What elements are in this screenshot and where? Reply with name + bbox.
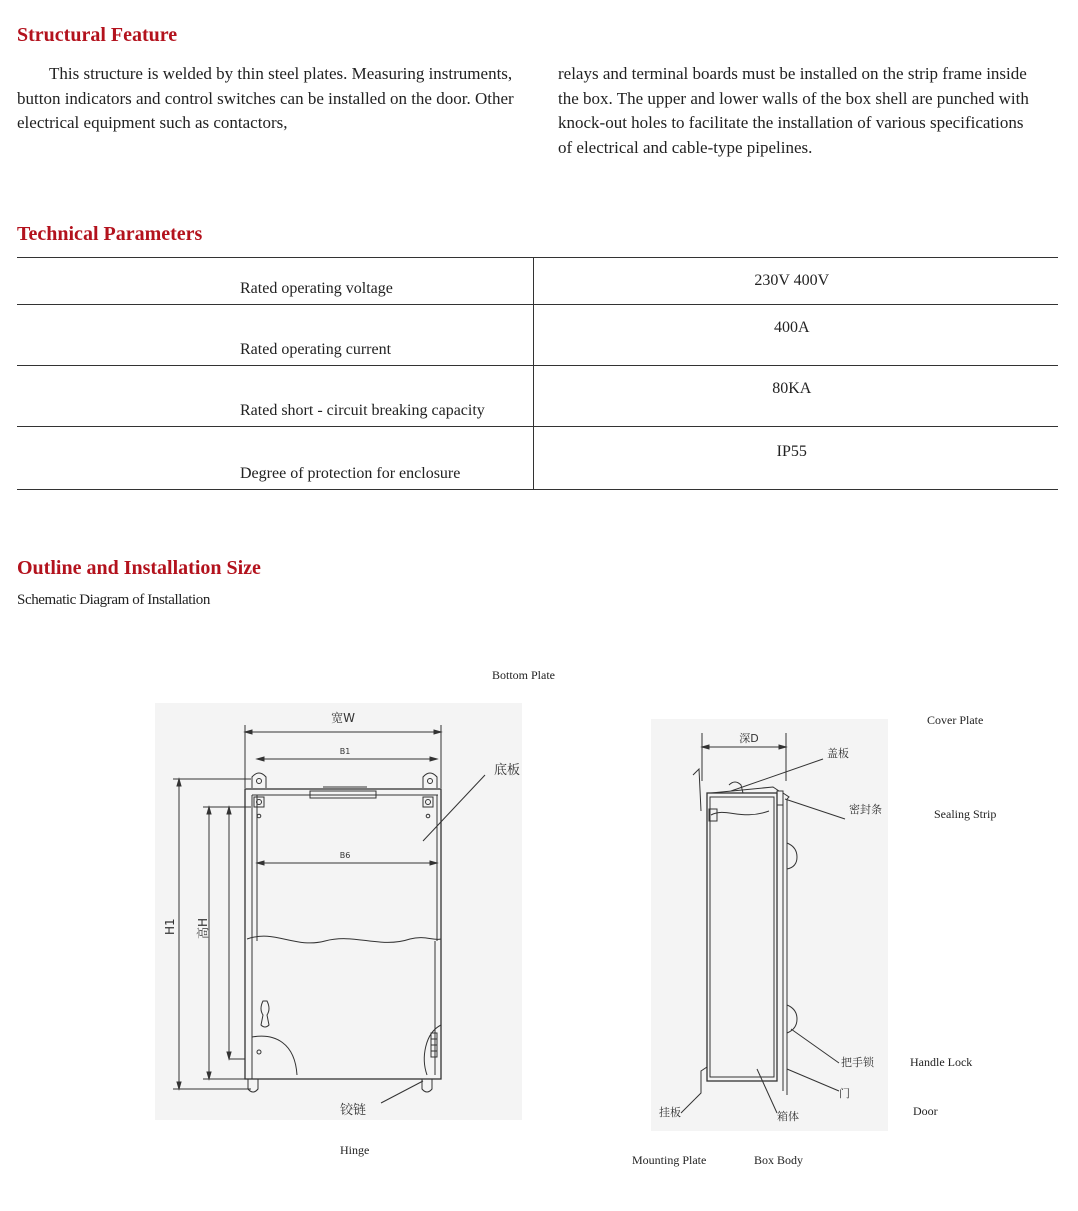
- technical-parameters-heading: Technical Parameters: [17, 223, 203, 245]
- structural-text-right: relays and terminal boards must be installed on the strip frame inside the box. The upper and lower walls of the box shell are punched with knock-out holes to facilitate the installation of various specifications of electrical and cable-type pipelines.: [558, 64, 1029, 157]
- outline-subtitle: Schematic Diagram of Installation: [17, 592, 210, 608]
- b1-label: B1: [339, 747, 351, 756]
- table-row: [17, 258, 1058, 305]
- cover-plate-cn-label: 盖板: [827, 747, 849, 760]
- caption-mounting-plate: Mounting Plate: [632, 1153, 707, 1167]
- caption-hinge: Hinge: [340, 1143, 370, 1157]
- b6-label: B6: [339, 851, 351, 860]
- depth-label: 深D: [739, 732, 759, 745]
- param-label: Degree of protection for enclosure: [17, 427, 533, 490]
- front-view-diagram: [155, 703, 522, 1120]
- width-label: 宽W: [331, 711, 355, 725]
- technical-parameters-table: [17, 257, 1058, 490]
- caption-handle-lock: Handle Lock: [910, 1055, 973, 1069]
- sealing-strip-cn-label: 密封条: [849, 803, 882, 816]
- handle-lock-cn-label: 把手锁: [841, 1056, 874, 1069]
- side-view-diagram: [651, 719, 888, 1131]
- door-cn-label: 门: [839, 1087, 850, 1100]
- h1-label: H1: [163, 918, 177, 935]
- param-label: Rated short - circuit breaking capacity: [17, 366, 533, 427]
- bottom-plate-cn-label: 底板: [494, 763, 521, 778]
- param-label: Rated operating voltage: [17, 258, 533, 305]
- param-value: 400A: [533, 305, 1058, 366]
- caption-bottom-plate: Bottom Plate: [492, 668, 555, 682]
- param-value: IP55: [533, 427, 1058, 490]
- structural-text-left: This structure is welded by thin steel plates. Measuring instruments, button indicators and control switches can be installed on the door. Other electrical equipment such as contactors,: [17, 64, 514, 132]
- caption-box-body: Box Body: [754, 1153, 804, 1167]
- mounting-plate-cn-label: 挂板: [659, 1106, 681, 1119]
- param-value: 230V 400V: [533, 258, 1058, 305]
- table-row: [17, 427, 1058, 490]
- caption-cover-plate: Cover Plate: [927, 713, 984, 727]
- structural-feature-heading: Structural Feature: [17, 24, 178, 46]
- table-row: [17, 305, 1058, 366]
- param-value: 80KA: [533, 366, 1058, 427]
- caption-sealing-strip: Sealing Strip: [934, 807, 997, 821]
- param-label: Rated operating current: [17, 305, 533, 366]
- table-row: [17, 366, 1058, 427]
- caption-door: Door: [913, 1104, 938, 1118]
- height-label: 高H: [196, 917, 210, 939]
- box-body-cn-label: 箱体: [777, 1110, 799, 1123]
- hinge-cn-label: 铰链: [339, 1103, 367, 1118]
- outline-heading: Outline and Installation Size: [17, 557, 261, 579]
